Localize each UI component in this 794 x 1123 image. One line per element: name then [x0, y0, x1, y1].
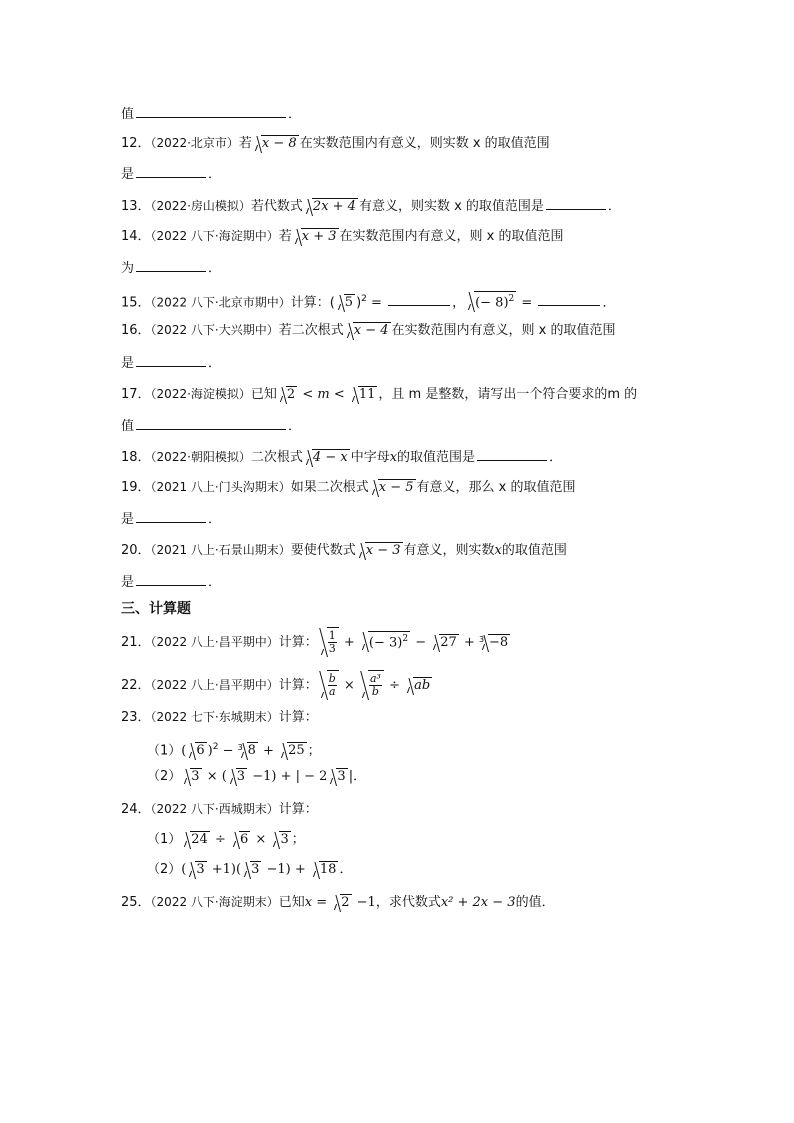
- answer-blank[interactable]: [136, 353, 206, 367]
- question-17-cont: 值 ．: [121, 416, 301, 436]
- question-19-cont: 是 ．: [121, 509, 221, 529]
- question-14: 14．（2022 八下·海淀期中）若 x + 3 在实数范围内有意义，则 x 的取值范围: [121, 229, 564, 244]
- sqrt-expression: 25: [278, 742, 307, 760]
- answer-blank[interactable]: [538, 292, 600, 306]
- cube-root-expression: 3 −8: [478, 635, 509, 650]
- answer-blank[interactable]: [136, 509, 206, 523]
- sqrt-expression: 5: [335, 294, 355, 312]
- sqrt-expression: x − 8: [252, 135, 299, 153]
- question-16-cont: 是 ．: [121, 353, 221, 373]
- section-heading: 三、计算题: [121, 601, 191, 617]
- question-15: 15．（2022 八下·北京市期中）计算：( 5 )$^2$ = ， (− 8)$^2$ = ．: [121, 290, 615, 312]
- answer-blank[interactable]: [136, 164, 206, 178]
- sqrt-expression: x − 5: [369, 479, 416, 497]
- question-20: 20．（2021 八上·石景山期末）要使代数式 x − 3 有意义，则实数x的取值范围: [121, 543, 567, 558]
- question-14-cont: 为 ．: [121, 258, 221, 278]
- answer-blank[interactable]: [136, 104, 286, 118]
- sqrt-expression: x + 3: [292, 228, 339, 246]
- answer-blank[interactable]: [136, 258, 206, 272]
- sqrt-expression: 3: [241, 861, 261, 879]
- cube-root-expression: 3 8: [237, 743, 256, 759]
- sqrt-fraction: $\frac{\text{a³}}{b}$: [359, 670, 384, 700]
- answer-blank[interactable]: [136, 416, 286, 430]
- sqrt-expression: 6: [230, 831, 250, 849]
- question-21: 21．（2022 八上·昌平期中）计算： $\frac{1}{3}$ + (− 3)$^2$ − 27 + 3 −8: [121, 629, 509, 655]
- sqrt-expression: 6: [186, 742, 206, 760]
- question-13: 13．（2022·房山模拟）若代数式 2x + 4 有意义，则实数 x 的取值范围是 ．: [121, 196, 621, 216]
- q11-continuation: 值 ．: [121, 104, 301, 124]
- question-17: 17．（2022·海淀模拟）已知 2 < m < 11 ，且 m 是整数，请写出一个符合要求的m 的: [121, 387, 638, 402]
- sqrt-fraction: $\frac{1}{3}$: [318, 627, 339, 657]
- answer-blank[interactable]: [136, 572, 206, 586]
- question-18: 18．（2022·朝阳模拟）二次根式 4 − x 中字母x的取值范围是 ．: [121, 447, 562, 467]
- sqrt-fraction: $\frac{b}{a}$: [318, 670, 339, 700]
- sqrt-expression: 3: [227, 768, 247, 786]
- question-19: 19．（2021 八上·门头沟期末）如果二次根式 x − 5 有意义，那么 x 的取值范围: [121, 480, 576, 495]
- sqrt-expression: 3: [186, 861, 206, 879]
- sqrt-expression: 3: [327, 768, 347, 786]
- sqrt-expression: 3: [270, 831, 290, 849]
- sqrt-expression: x − 3: [356, 542, 403, 560]
- sqrt-expression: 27: [430, 634, 459, 652]
- answer-blank[interactable]: [388, 292, 450, 306]
- sqrt-expression: 18: [310, 861, 339, 879]
- sqrt-expression: (− 8)$^2$: [465, 291, 516, 312]
- question-25: 25．（2022 八下·海淀期末）已知x = 2 −1，求代数式x² + 2x − 3的值．: [121, 895, 555, 910]
- question-23: 23．（2022 七下·东城期末）计算：: [121, 710, 318, 725]
- sqrt-expression: 2x + 4: [303, 198, 358, 216]
- question-23-part-2: （2） 3 × ( 3 −1) + | − 2 3 |．: [147, 769, 367, 784]
- sqrt-expression: 3: [181, 768, 201, 786]
- question-16: 16．（2022 八下·大兴期中）若二次根式 x − 4 在实数范围内有意义，则 x 的取值范围: [121, 323, 616, 338]
- sqrt-expression: (− 3)$^2$: [359, 631, 410, 652]
- question-23-part-1: （1）( 6 )$^2$ − 3 8 + 25 ；: [147, 742, 321, 759]
- sqrt-expression: 2: [331, 894, 351, 912]
- sqrt-expression: ab: [404, 677, 432, 695]
- question-24-part-1: （1） 24 ÷ 6 × 3 ；: [147, 832, 305, 847]
- question-22: 22．（2022 八上·昌平期中）计算： $\frac{b}{a}$ × $\frac{\text{a³}}{b}$ ÷ ab: [121, 672, 431, 698]
- question-24: 24．（2022 八下·西城期末）计算：: [121, 802, 318, 817]
- answer-blank[interactable]: [546, 196, 606, 210]
- answer-blank[interactable]: [477, 447, 547, 461]
- question-12: 12．（2022·北京市）若 x − 8 在实数范围内有意义，则实数 x 的取值范围: [121, 136, 550, 151]
- question-12-cont: 是 ．: [121, 164, 221, 184]
- sqrt-expression: 2: [277, 386, 297, 404]
- sqrt-expression: 4 − x: [303, 449, 350, 467]
- sqrt-expression: x − 4: [344, 322, 391, 340]
- sqrt-expression: 24: [181, 831, 210, 849]
- sqrt-expression: 11: [349, 386, 378, 404]
- question-20-cont: 是 ．: [121, 572, 221, 592]
- question-24-part-2: （2）( 3 +1)( 3 −1) + 18 ．: [147, 862, 353, 877]
